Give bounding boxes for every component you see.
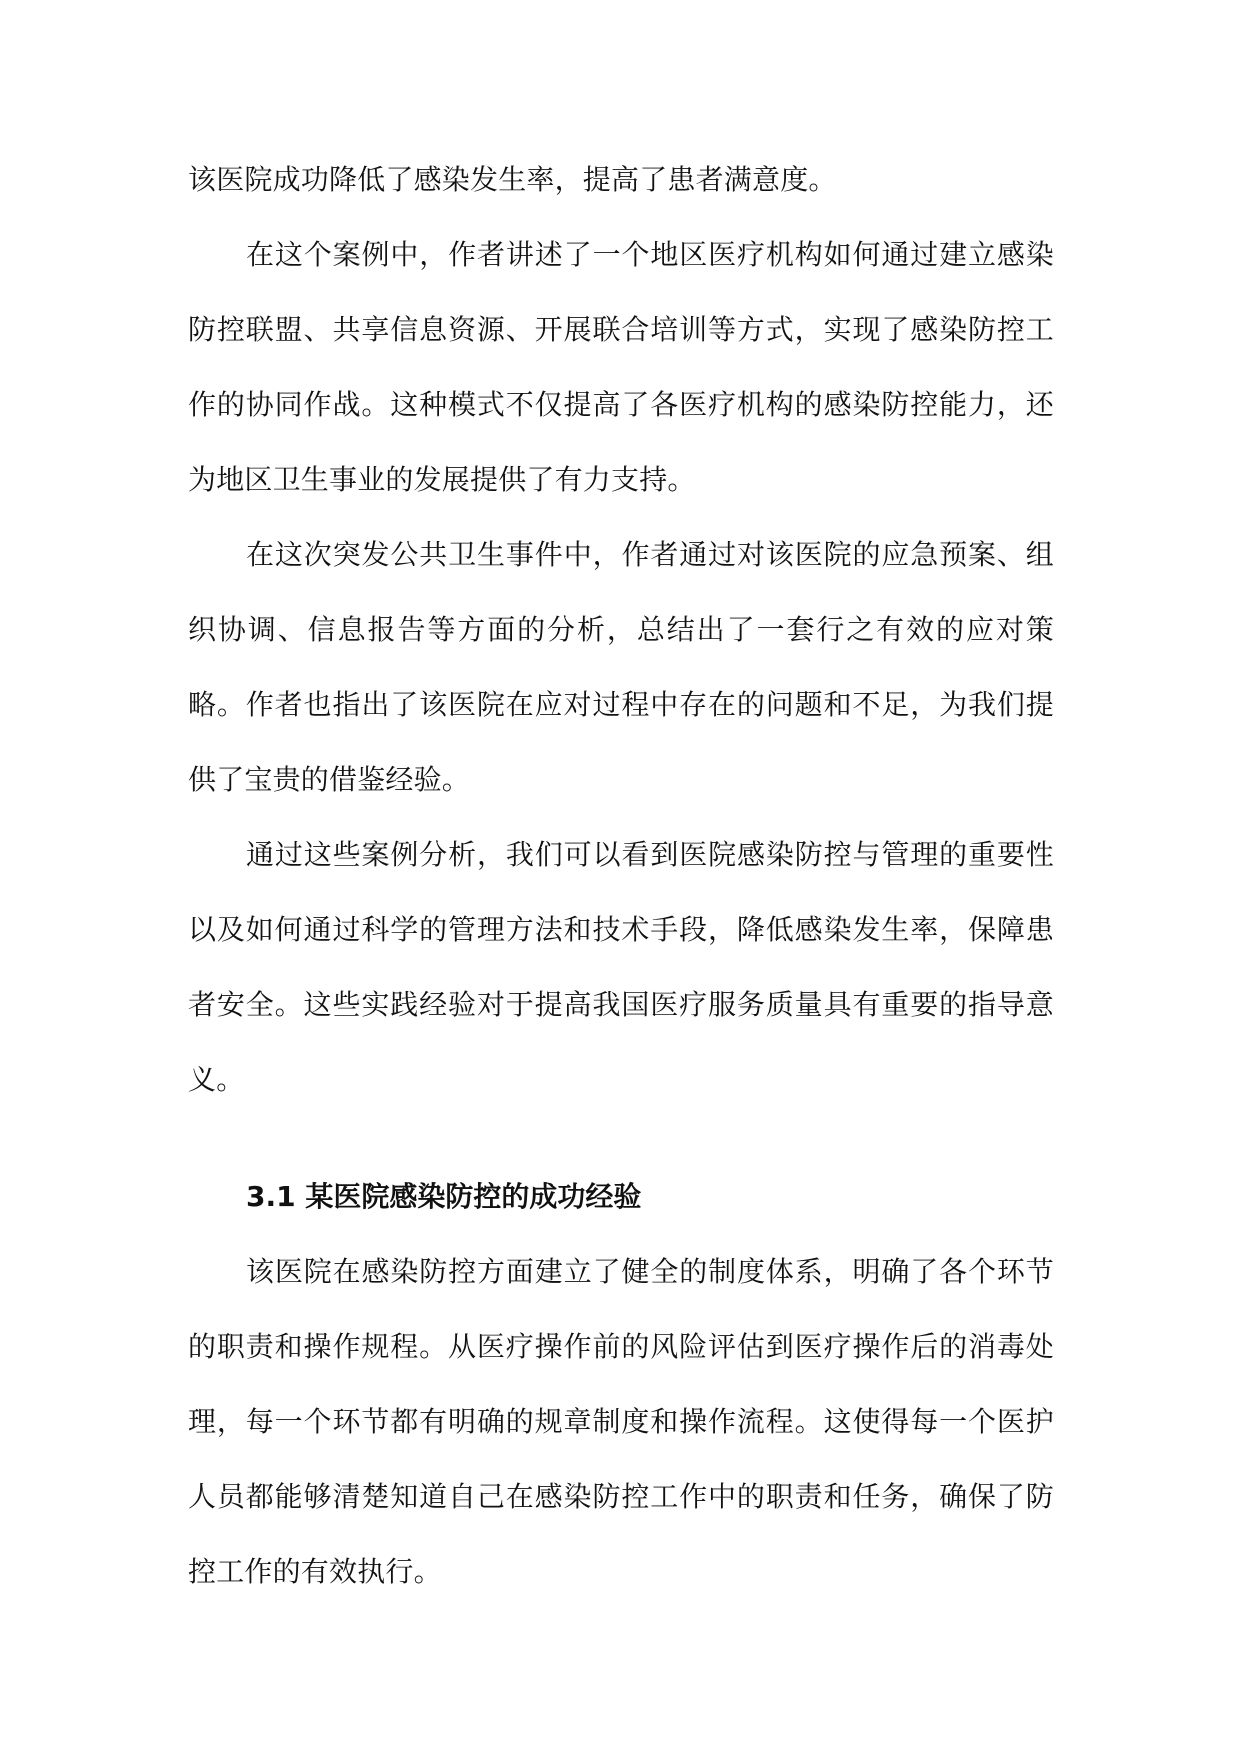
paragraph-regional-alliance-case: 在这个案例中，作者讲述了一个地区医疗机构如何通过建立感染防控联盟、共享信息资源、开展联合培训等方式，实现了感染防控工作的协同作战。这种模式不仅提高了各医疗机构的感染防控能力，还为地区卫生事业的发展提供了有力支持。 [188,238,1054,496]
paragraph-system-establishment: 该医院在感染防控方面建立了健全的制度体系，明确了各个环节的职责和操作规程。从医疗操作前的风险评估到医疗操作后的消毒处理，每一个环节都有明确的规章制度和操作流程。这使得每一个医护人员都能够清楚知道自己在感染防控工作中的职责和任务，确保了防控工作的有效执行。 [188,1255,1054,1588]
paragraph-case-analysis-summary: 通过这些案例分析，我们可以看到医院感染防控与管理的重要性以及如何通过科学的管理方法和技术手段，降低感染发生率，保障患者安全。这些实践经验对于提高我国医疗服务质量具有重要的指导意义。 [188,838,1054,1096]
section-heading-3-1: 3.1 某医院感染防控的成功经验 [246,1180,642,1213]
paragraph-continuation: 该医院成功降低了感染发生率，提高了患者满意度。 [188,163,837,196]
paragraph-public-health-emergency-case: 在这次突发公共卫生事件中，作者通过对该医院的应急预案、组织协调、信息报告等方面的分析，总结出了一套行之有效的应对策略。作者也指出了该医院在应对过程中存在的问题和不足，为我们提供了宝贵的借鉴经验。 [188,538,1054,796]
